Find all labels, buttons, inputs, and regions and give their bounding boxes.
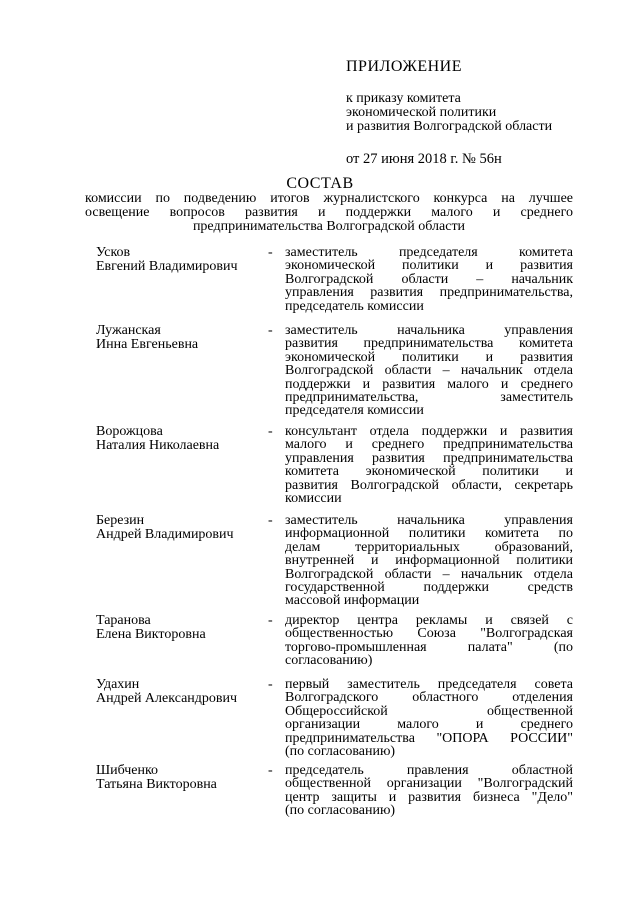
member-role-line: массовой информации — [285, 593, 420, 609]
member-role-line: консультант отдела поддержки и развития — [285, 424, 573, 439]
heading-line-1: комиссии по подведению итогов журналистского конкурса на лучшее — [85, 191, 573, 206]
member-surname: Лужанская — [96, 323, 161, 338]
member-role-line: управления развития предпринимательства — [285, 450, 573, 466]
member-role-line: предпринимательства "ОПОРА РОССИИ" — [285, 730, 573, 746]
member-role — [285, 514, 573, 608]
member-role-line: экономической политики и развития — [285, 258, 573, 274]
member-role-line: заместитель председателя комитета — [285, 245, 573, 260]
member-role-line: заместитель начальника управления — [285, 323, 573, 338]
member-role-line: внутренней и информационной политики — [285, 553, 573, 569]
member-role — [285, 614, 573, 668]
member-role-line: развития Волгоградской области, секретарь — [285, 477, 573, 493]
member-surname: Шибченко — [96, 763, 159, 778]
member-dash: - — [268, 424, 273, 439]
member-dash: - — [268, 513, 273, 528]
member-role — [285, 246, 573, 313]
member-given-names: Татьяна Викторовна — [96, 777, 217, 792]
member-surname: Ворожцова — [96, 424, 163, 439]
member-role-line: делам территориальных образований, — [285, 539, 573, 555]
member-surname: Таранова — [96, 613, 151, 628]
member-dash: - — [268, 245, 273, 260]
member-role-line: председатель комиссии — [285, 298, 424, 314]
member-role-line: предпринимательства, заместитель — [285, 390, 573, 406]
member-role-line: Волгоградского областного отделения — [285, 690, 573, 706]
member-dash: - — [268, 677, 273, 692]
member-role-line: поддержки и развития малого и среднего — [285, 376, 573, 392]
member-given-names: Андрей Владимирович — [96, 527, 234, 542]
member-role — [285, 425, 573, 505]
appendix-title: ПРИЛОЖЕНИЕ — [346, 58, 463, 75]
member-role-line: развития предпринимательства комитета — [285, 336, 573, 352]
member-dash: - — [268, 613, 273, 628]
member-given-names: Елена Викторовна — [96, 627, 206, 642]
member-role-line: председателя комиссии — [285, 403, 424, 419]
member-given-names: Евгений Владимирович — [96, 259, 238, 274]
document-title: СОСТАВ — [286, 175, 354, 192]
member-role-line: общественной организации "Волгоградский — [285, 776, 573, 792]
appendix-line-3: и развития Волгоградской области — [346, 119, 553, 134]
member-role-line: экономической политики и развития — [285, 349, 573, 365]
member-role-line: управления развития предпринимательства, — [285, 285, 573, 301]
member-given-names: Андрей Александрович — [96, 691, 238, 706]
member-role-line: Волгоградской области – начальник отдела — [285, 566, 573, 582]
order-date: от 27 июня 2018 г. № 56н — [346, 151, 502, 167]
member-role-line: комитета экономической политики и — [285, 464, 573, 480]
member-role-line: торгово-промышленная палата" (по — [285, 639, 573, 655]
member-role-line: информационной политики комитета по — [285, 526, 573, 542]
member-role-line: председатель правления областной — [285, 763, 573, 778]
appendix-line-2: экономической политики — [346, 105, 497, 120]
heading-line-3: предпринимательства Волгоградской области — [192, 219, 466, 234]
member-surname: Усков — [96, 245, 131, 260]
member-role-line: (по согласованию) — [285, 744, 396, 760]
member-role-line: Общероссийской общественной — [285, 703, 573, 719]
member-role-line: согласованию) — [285, 653, 373, 669]
member-role — [285, 764, 573, 818]
heading-line-2: освещение вопросов развития и поддержки малого и среднего — [85, 205, 573, 220]
member-role — [285, 324, 573, 418]
member-given-names: Наталия Николаевна — [96, 438, 220, 453]
member-role-line: комиссии — [285, 491, 342, 507]
member-dash: - — [268, 323, 273, 338]
member-role-line: Волгоградской области – начальник — [285, 271, 573, 287]
member-role-line: заместитель начальника управления — [285, 513, 573, 528]
member-role-line: директор центра рекламы и связей с — [285, 613, 573, 628]
member-role-line: общественностью Союза "Волгоградская — [285, 626, 573, 642]
member-role — [285, 678, 573, 758]
member-given-names: Инна Евгеньевна — [96, 337, 199, 352]
member-role-line: центр защиты и развития бизнеса "Дело" — [285, 789, 573, 805]
member-role-line: Волгоградской области – начальник отдела — [285, 363, 573, 379]
member-role-line: организации малого и среднего — [285, 717, 573, 733]
member-role-line: первый заместитель председателя совета — [285, 677, 573, 692]
appendix-line-1: к приказу комитета — [346, 91, 461, 106]
member-role-line: (по согласованию) — [285, 803, 396, 819]
member-surname: Березин — [96, 513, 145, 528]
member-dash: - — [268, 763, 273, 778]
member-surname: Удахин — [96, 677, 140, 692]
member-role-line: государственной поддержки средств — [285, 580, 573, 596]
member-role-line: малого и среднего предпринимательства — [285, 437, 573, 453]
